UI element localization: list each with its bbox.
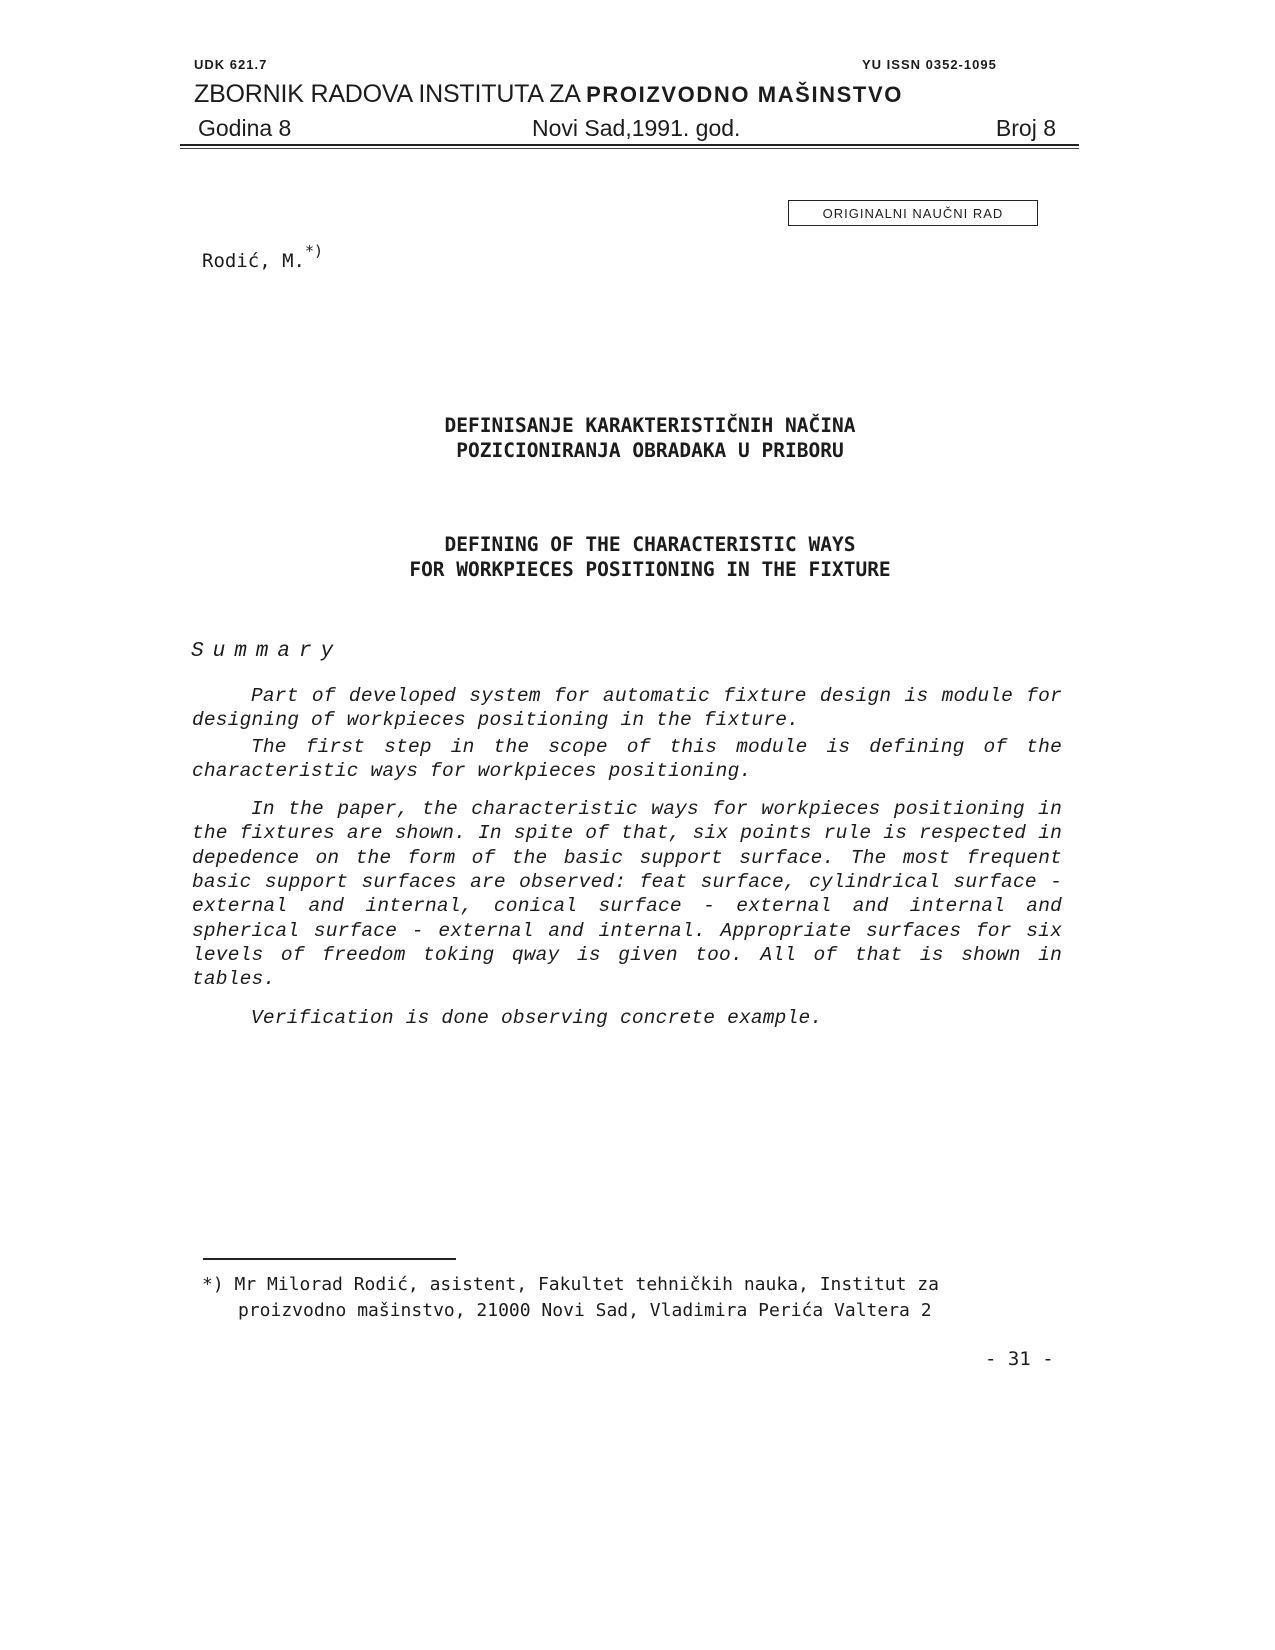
summary-heading: Summary — [191, 640, 343, 663]
summary-body — [192, 684, 1062, 1030]
summary-paragraph: Verification is done observing concrete example. — [251, 1006, 823, 1029]
title-serbian — [180, 413, 1120, 463]
header-rule — [180, 144, 1079, 146]
summary-paragraph: The first step in the scope of this module is defining of the characteristic ways for workpieces positioning. — [192, 735, 1062, 782]
paper-category-badge: ORIGINALNI NAUČNI RAD — [788, 200, 1038, 226]
journal-title-prefix: ZBORNIK RADOVA INSTITUTA ZA — [194, 80, 580, 108]
journal-title-emphasis: PROIZVODNO MAŠINSTVO — [586, 82, 903, 107]
author-footnote-mark: *) — [304, 242, 324, 260]
journal-title — [194, 80, 1060, 109]
author-line — [202, 242, 324, 272]
issue-label: Broj 8 — [995, 115, 1056, 141]
header-rule-thin — [180, 148, 1079, 149]
footnote-rule — [203, 1258, 456, 1260]
title-english — [180, 532, 1120, 582]
summary-paragraph: In the paper, the characteristic ways for workpieces positioning in the fixtures are shown. In spite of that, six points rule is respected in depedence on the form of the basic support surface. The most frequent basic support surfaces are observed: feat surface, cylindrical surface - external and internal, conical surface - external and internal and spherical surface - external and internal. Appropriate surfaces for six levels of freedom toking qway is given too. All of that is shown in tables. — [192, 798, 1062, 991]
udk-code: UDK 621.7 — [194, 57, 268, 72]
year-label: Godina 8 — [198, 115, 292, 141]
footnote-line-2: proizvodno mašinstvo, 21000 Novi Sad, Vladimira Perića Valtera 2 — [238, 1300, 932, 1321]
issn-code: YU ISSN 0352-1095 — [862, 57, 997, 72]
author-name: Rodić, M. — [202, 250, 305, 272]
title-english-line-1: DEFINING OF THE CHARACTERISTIC WAYS — [444, 533, 856, 556]
footnote-line-1: *) Mr Milorad Rodić, asistent, Fakultet tehničkih nauka, Institut za — [202, 1274, 939, 1295]
place-date: Novi Sad,1991. god. — [532, 115, 741, 141]
title-english-line-2: FOR WORKPIECES POSITIONING IN THE FIXTURE — [409, 558, 891, 581]
title-serbian-line-2: POZICIONIRANJA OBRADAKA U PRIBORU — [456, 439, 844, 462]
title-serbian-line-1: DEFINISANJE KARAKTERISTIČNIH NAČINA — [444, 414, 856, 437]
page-number: - 31 - — [985, 1348, 1054, 1370]
footnote — [202, 1272, 1072, 1324]
summary-paragraph: Part of developed system for automatic fixture design is module for designing of workpieces positioning in the fixture. — [192, 685, 1062, 732]
